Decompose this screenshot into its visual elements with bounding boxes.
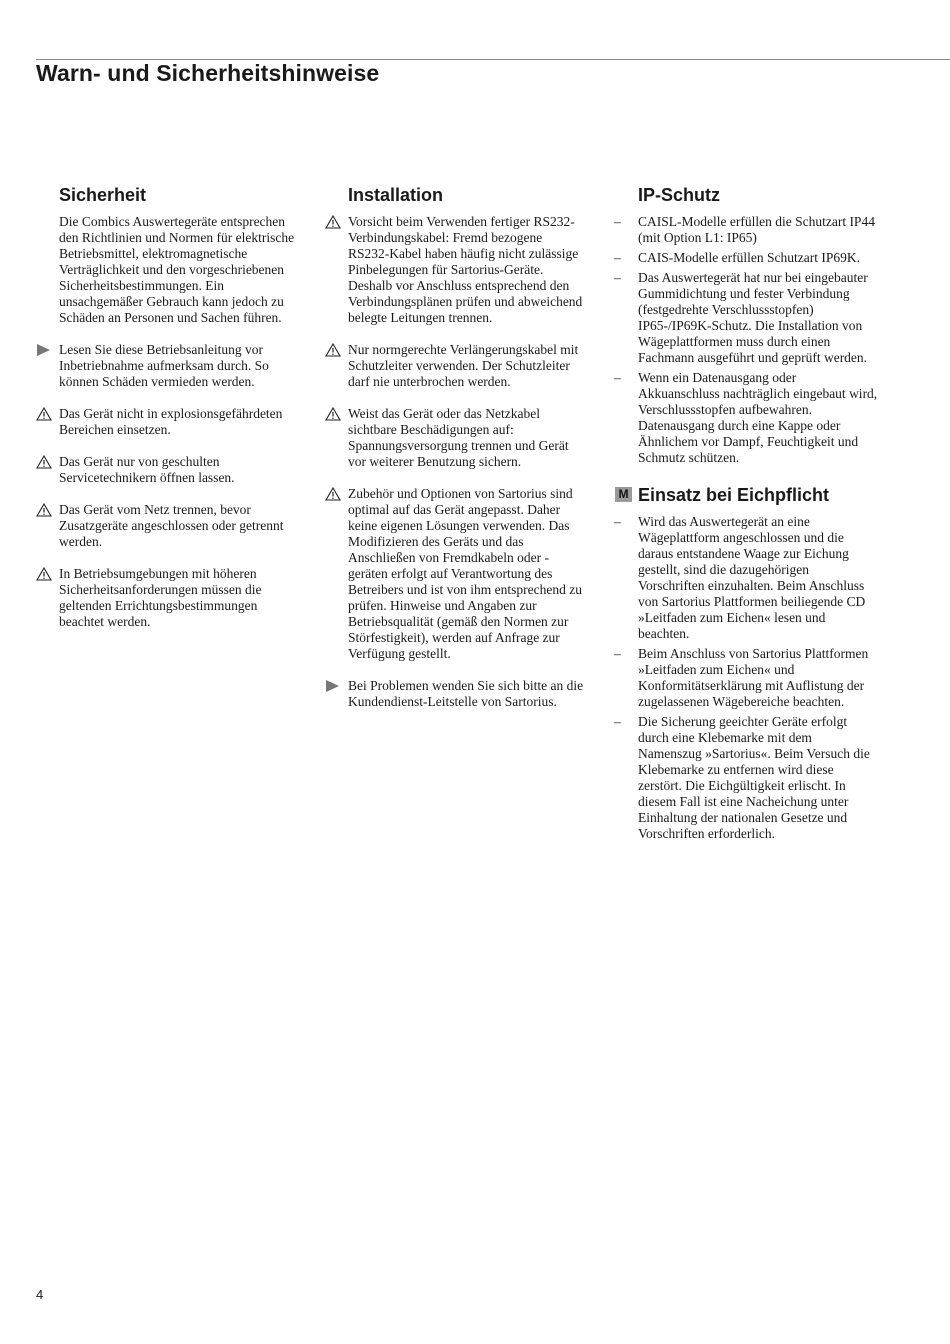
heading-ip-schutz: IP-Schutz [638,185,721,205]
warning-item: Zubehör und Optionen von Sartorius sind optimal auf das Gerät angepasst. Daher keine eigenen Lösungen verwenden. Das Modifizieren des Geräts und das Anschließen von Fremdkabeln oder -geräten erfolgt auf Verantwortung des Betreibers und ist von ihm entsprechend zu prüfen. Hinweise und Angaben zur Betriebsqualität (gemäß den Normen zur Störfestigkeit), werden auf Anfrage zur Verfügung gestellt. [348,486,584,662]
dash-bullet: – [614,214,621,229]
column-sicherheit [59,184,295,646]
list-item: – CAIS-Modelle erfüllen Schutzart IP69K. [614,250,860,265]
warning-item: Nur normgerechte Verlängerungskabel mit Schutzleiter verwenden. Der Schutzleiter darf nie unterbrochen werden. [348,342,584,390]
heading-eichpflicht: Einsatz bei Eichpflicht [638,485,830,505]
list-item: – Die Sicherung geeichter Geräte erfolgt durch eine Klebemarke mit dem Namenszug »Sartorius«. Beim Versuch die Klebemarke zu entfernen wird diese zerstört. Die Eichgültigkeit erlischt. In diesem Fall ist eine Nacheichung unter Einhaltung der nationalen Gesetze und Vorschriften erforderlich. [614,714,870,841]
warning-item: Das Gerät vom Netz trennen, bevor Zusatzgeräte angeschlossen oder getrennt werden. [59,502,295,550]
dash-bullet: – [614,514,621,529]
list-item: – Beim Anschluss von Sartorius Plattformen »Leitfaden zum Eichen« und Konformitätserklärung mit Auflistung der zugelassenen Wägebereiche beachten. [614,646,869,709]
warning-triangle-icon [325,487,341,501]
note-item: Lesen Sie diese Betriebsanleitung vor Inbetriebnahme aufmerksam durch. So können Schäden vermieden werden. [59,342,295,390]
dash-bullet: – [614,270,621,285]
warning-triangle-icon [36,407,52,421]
warning-item: Das Gerät nicht in explosionsgefährdeten Bereichen einsetzen. [59,406,295,438]
note-item: Bei Problemen wenden Sie sich bitte an die Kundendienst-Leitstelle von Sartorius. [348,678,584,710]
list-item: – Das Auswertegerät hat nur bei eingebauter Gummidichtung und fester Verbindung (festgedrehte Verschlussstopfen) IP65-/IP69K-Schutz. Die Installation von Wägeplattformen muss durch einen Fachmann ausgeführt und geprüft werden. [614,270,868,365]
warning-triangle-icon [36,455,52,469]
section-eichpflicht-header [618,484,878,506]
list-item: – Wird das Auswertegerät an eine Wägeplattform angeschlossen und die daraus entstandene Waage zur Eichung gestellt, sind die dazugehörigen Vorschriften einzuhalten. Beim Anschluss von Sartorius Plattformen beiliegende CD »Leitfaden zum Eichen« lesen und beachten. [614,514,866,641]
dash-bullet: – [614,250,621,265]
warning-triangle-icon [36,567,52,581]
warning-triangle-icon [36,503,52,517]
page-number: 4 [36,1287,44,1302]
arrow-right-icon [36,343,52,357]
warning-triangle-icon [325,407,341,421]
dash-bullet: – [614,646,621,661]
dash-bullet: – [614,370,621,385]
page-title: Warn- und Sicherheitshinweise [36,60,380,86]
heading-installation: Installation [348,185,444,205]
arrow-right-icon [325,679,341,693]
list-item: – CAISL-Modelle erfüllen die Schutzart IP44 (mit Option L1: IP65) [614,214,875,245]
warning-item: Vorsicht beim Verwenden fertiger RS232-Verbindungskabel: Fremd bezogene RS232-Kabel haben häufig nicht zulässige Pinbelegungen für Sartorius-Geräte. Deshalb vor Anschluss entsprechend den Verbindungsplänen prüfen und abweichend belegte Leitungen trennen. [348,214,584,326]
dash-bullet: – [614,714,621,729]
heading-sicherheit: Sicherheit [59,185,147,205]
column-installation [348,184,584,726]
warning-item: Das Gerät nur von geschulten Servicetechnikern öffnen lassen. [59,454,295,486]
warning-item: Weist das Gerät oder das Netzkabel sichtbare Beschädigungen auf: Spannungsversorgung trennen und Gerät vor weiterer Benutzung sichern. [348,406,584,470]
paragraph-intro: Die Combics Auswertegeräte entsprechen den Richtlinien und Normen für elektrische Betriebsmittel, elektromagnetische Verträglichkeit und den vorgeschriebenen Sicherheitsbestimmungen. Ein unsachgemäßer Gebrauch kann jedoch zu Schäden an Personen und Sachen führen. [59,214,295,325]
column-ip-schutz [614,184,878,846]
list-item: – Wenn ein Datenausgang oder Akkuanschluss nachträglich eingebaut wird, Verschlussstopfen aufbewahren. Datenausgang durch eine Kappe oder Ähnlichem vor Dampf, Feuchtigkeit und Schmutz schützen. [614,370,878,465]
warning-item: In Betriebsumgebungen mit höheren Sicherheitsanforderungen müssen die geltenden Errichtungsbestimmungen beachtet werden. [59,566,295,630]
warning-triangle-icon [325,343,341,357]
m-badge-icon: M [615,487,632,502]
warning-triangle-icon [325,215,341,229]
